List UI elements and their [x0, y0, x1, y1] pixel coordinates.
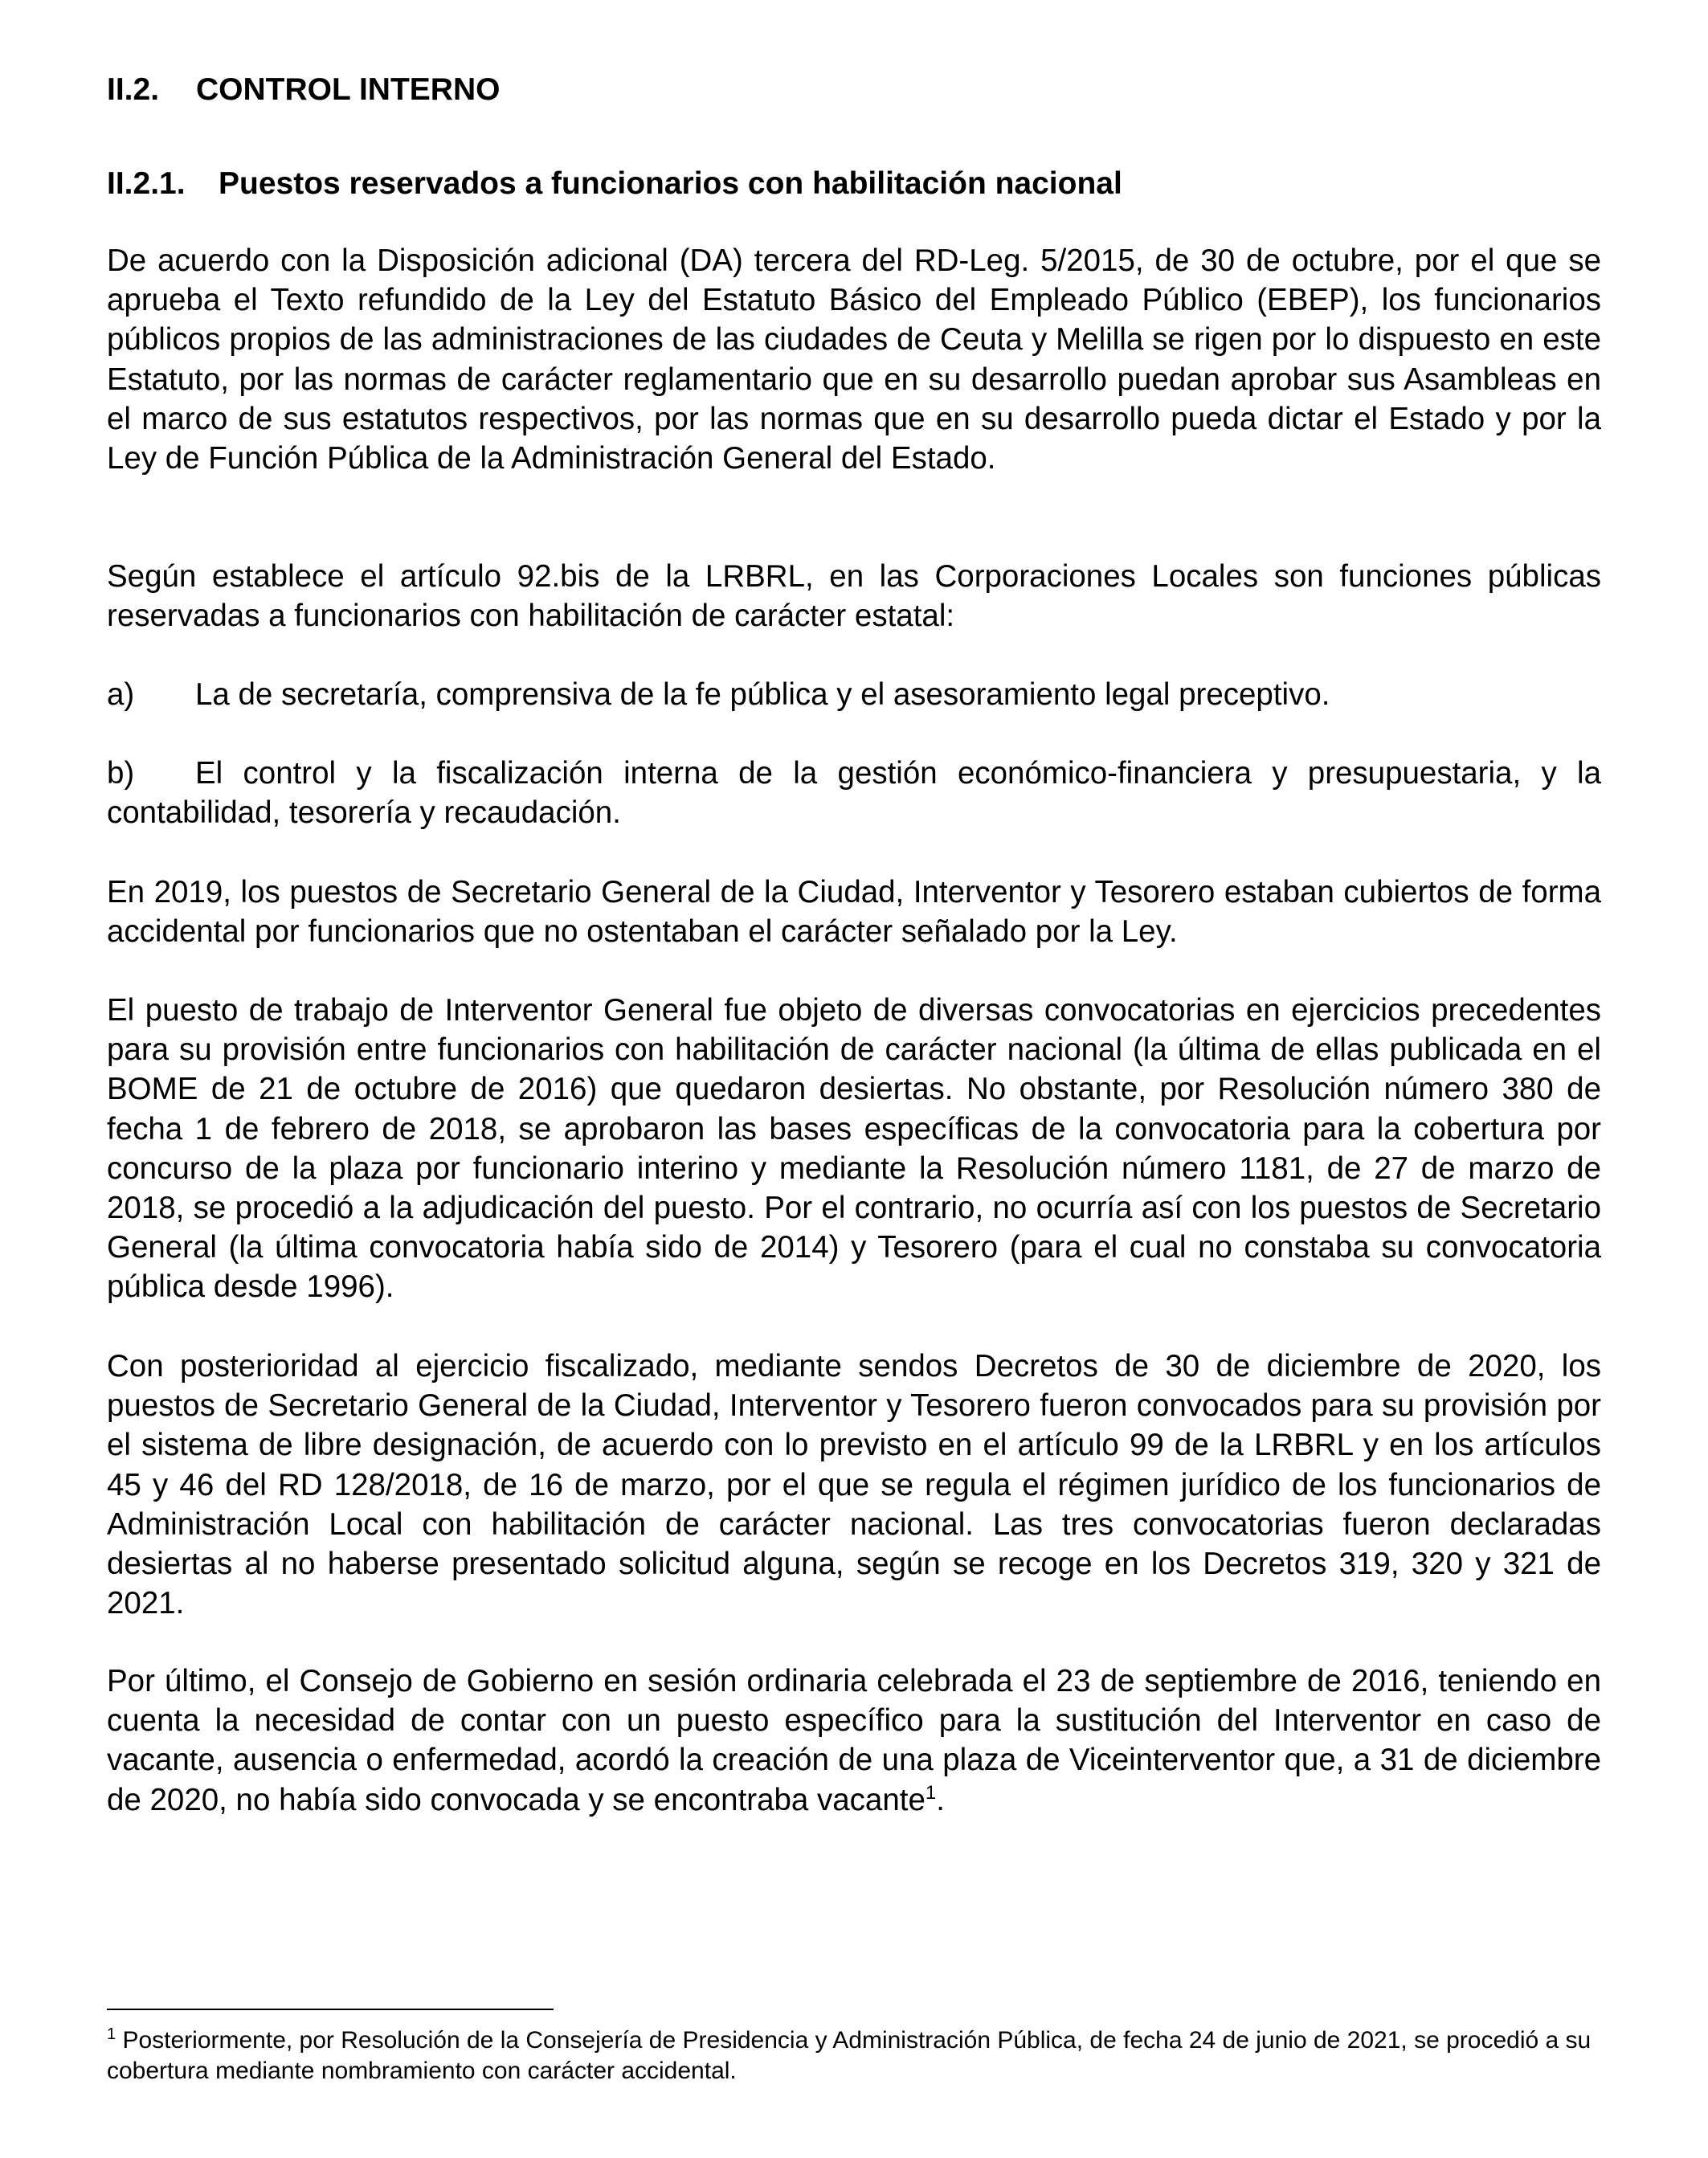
list-item-text: La de secretaría, comprensiva de la fe pública y el asesoramiento legal preceptivo. [195, 677, 1330, 712]
list-item-label: b) [107, 756, 135, 791]
section-title: CONTROL INTERNO [196, 72, 501, 107]
subsection-number: II.2.1. [107, 166, 186, 201]
section-number: II.2. [107, 72, 160, 107]
footnote-reference[interactable]: 1 [925, 1781, 937, 1804]
section-heading [107, 71, 500, 109]
document-page [107, 0, 1601, 2158]
paragraph-interventor-general: El puesto de trabajo de Interventor General fue objeto de diversas convocatorias en ejercicios precedentes para su provisión entre funcionarios con habilitación de carácter nacional (la última de ellas publicada en el BOME de 21 de octubre de 2016) que quedaron desiertas. No obstante, por Resolución número 380 de fecha 1 de febrero de 2018, se aprobaron las bases específicas de la convocatoria para la cobertura por concurso de la plaza por funcionario interino y mediante la Resolución número 1181, de 27 de marzo de 2018, se procedió a la adjudicación del puesto. Por el contrario, no ocurría así con los puestos de Secretario General (la última convocatoria había sido de 2014) y Tesorero (para el cual no constaba su convocatoria pública desde 1996). [107, 993, 1601, 1305]
paragraph-articulo-92bis: Según establece el artículo 92.bis de la LRBRL, en las Corporaciones Locales son funciones públicas reservadas a funcionarios con habilitación de carácter estatal: [107, 559, 1601, 634]
list-item-a [107, 675, 1601, 714]
paragraph-posterioridad: Con posterioridad al ejercicio fiscalizado, mediante sendos Decretos de 30 de diciembre de 2020, los puestos de Secretario General de la Ciudad, Interventor y Tesorero fueron convocados para su provisión por el sistema de libre designación, de acuerdo con lo previsto en el artículo 99 de la LRBRL y en los artículos 45 y 46 del RD 128/2018, de 16 de marzo, por el que se regula el régimen jurídico de los funcionarios de Administración Local con habilitación de carácter nacional. Las tres convocatorias fueron declaradas desiertas al no haberse presentado solicitud alguna, según se recoge en los Decretos 319, 320 y 321 de 2021. [107, 1349, 1601, 1621]
footnote-text: Posteriormente, por Resolución de la Consejería de Presidencia y Administración Pública, de fecha 24 de junio de 2021, se procedió a su cobertura mediante nombramiento con carácter accidental. [107, 2027, 1592, 2084]
footnote-separator [107, 2009, 554, 2010]
list-item-text: El control y la fiscalización interna de la gestión económico-financiera y presupuestaria, y la contabilidad, tesorería y recaudación. [107, 756, 1601, 831]
subsection-heading [107, 165, 1122, 203]
footnote-marker: 1 [107, 2025, 116, 2043]
paragraph-2019-puestos: En 2019, los puestos de Secretario General de la Ciudad, Interventor y Tesorero estaban cubiertos de forma accidental por funcionarios que no ostentaban el carácter señalado por la Ley. [107, 875, 1601, 950]
list-item-b [107, 754, 1601, 832]
subsection-title: Puestos reservados a funcionarios con habilitación nacional [219, 166, 1122, 201]
paragraph-text: Por último, el Consejo de Gobierno en sesión ordinaria celebrada el 23 de septiembre de 2016, teniendo en cuenta la necesidad de contar con un puesto específico para la sustitución del Interventor en caso de vacante, ausencia o enfermedad, acordó la creación de una plaza de Viceinterventor que, a 31 de diciembre de 2020, no había sido convocada y se encontraba vacante [107, 1664, 1601, 1817]
list-item-label: a) [107, 677, 135, 712]
footnote [107, 2025, 1601, 2086]
paragraph-disposicion-adicional: De acuerdo con la Disposición adicional (DA) tercera del RD-Leg. 5/2015, de 30 de octubre, por el que se aprueba el Texto refundido de la Ley del Estatuto Básico del Empleado Público (EBEP), los funcionarios públicos propios de las administraciones de las ciudades de Ceuta y Melilla se rigen por lo dispuesto en este Estatuto, por las normas de carácter reglamentario que en su desarrollo puedan aprobar sus Asambleas en el marco de sus estatutos respectivos, por las normas que en su desarrollo pueda dictar el Estado y por la Ley de Función Pública de la Administración General del Estado. [107, 243, 1601, 476]
paragraph-consejo-gobierno: Por último, el Consejo de Gobierno en sesión ordinaria celebrada el 23 de septiembre de 2016, teniendo en cuenta la necesidad de contar con un puesto específico para la sustitución del Interventor en caso de vacante, ausencia o enfermedad, acordó la creación de una plaza de Viceinterventor que, a 31 de diciembre de 2020, no había sido convocada y se encontraba vacante$^1$. [107, 1664, 1601, 1817]
